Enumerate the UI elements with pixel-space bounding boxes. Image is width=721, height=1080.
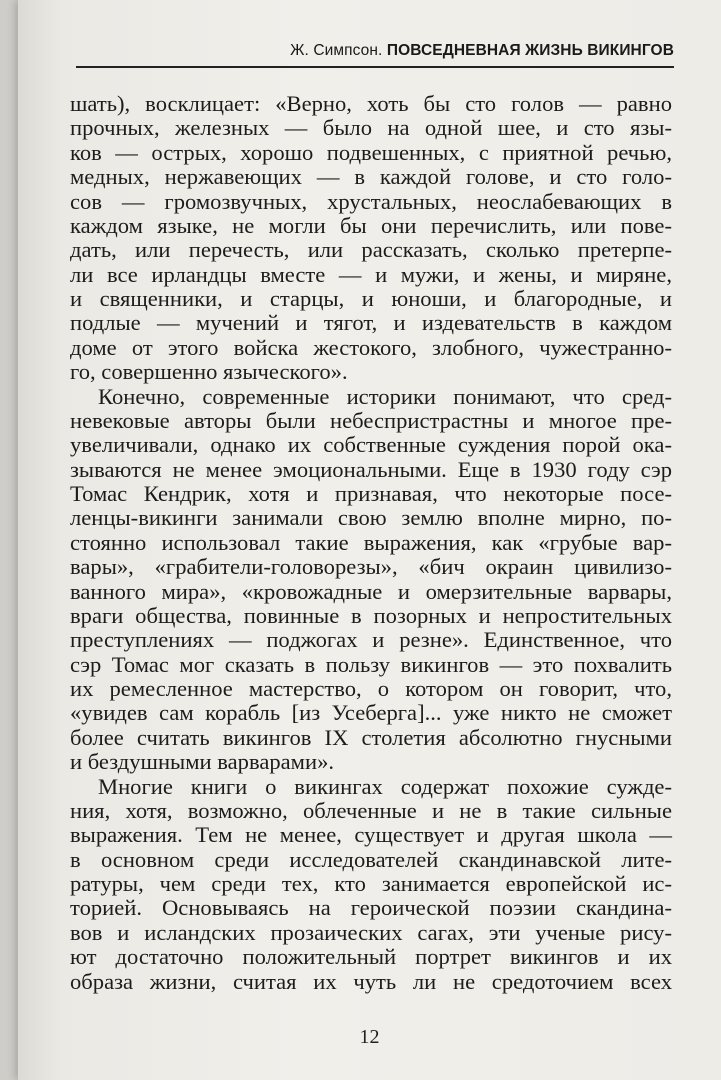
text-line: и бездушными варварами». [70, 749, 335, 775]
text-line: Многие книги о викингах содержат похожие сужде- [98, 773, 672, 799]
text-line: ленцы-викинги занимали свою землю вполне мирно, по- [70, 505, 672, 531]
text-line: дать, или перечесть, или рассказать, сколько претерпе- [70, 237, 672, 263]
text-line: ния, хотя, возможно, облеченные и не в такие сильные [70, 797, 672, 823]
text-line: го, совершенно языческого». [70, 359, 348, 385]
text-line: ют достаточно положительный портрет викингов и их [70, 944, 672, 970]
text-line: выражения. Тем не менее, существует и другая школа — [70, 822, 672, 848]
text-line: враги общества, повинные в позорных и непростительных [70, 602, 672, 628]
text-line: медных, нержавеющих — в каждой голове, и сто голо- [70, 164, 672, 190]
text-line: каждом языке, не могли бы они перечислить, или пове- [70, 212, 672, 238]
text-line: их ремесленное мастерство, о котором он говорит, что, [70, 676, 672, 701]
body-text [70, 92, 672, 994]
book-page [18, 0, 721, 1080]
text-line: увеличивали, однако их собственные суждения порой ока- [70, 432, 672, 458]
text-line: Конечно, современные историки понимают, что сред- [98, 383, 672, 409]
header-title: ПОВСЕДНЕВНАЯ ЖИЗНЬ ВИКИНГОВ [386, 42, 674, 59]
text-line: ратуры, чем среди тех, кто занимается европейской ис- [70, 871, 672, 896]
text-line: сов — громозвучных, хрустальных, неослабевающих в [70, 188, 672, 214]
text-line: шать), восклицает: «Верно, хоть бы сто голов — равно [70, 91, 672, 116]
text-line: подлые — мучений и тягот, и издевательств в каждом [70, 310, 672, 336]
text-line: невековые авторы были небеспристрастны и многое пре- [70, 407, 672, 433]
text-line: ков — острых, хорошо подвешенных, с приятной речью, [70, 139, 672, 165]
text-line: более считать викингов IX столетия абсолютно гнусными [70, 724, 672, 750]
text-line: Томас Кендрик, хотя и признавая, что некоторые посе- [70, 481, 672, 506]
text-line: вов и исландских прозаических сагах, эти ученые рису- [70, 919, 672, 945]
text-line: и священники, и старцы, и юноши, и благородные, и [70, 286, 672, 311]
text-line: прочных, железных — было на одной шее, и сто язы- [70, 115, 672, 141]
text-line: в основном среди исследователей скандинавской лите- [70, 846, 672, 872]
text-line: стоянно использовал такие выражения, как «грубые вар- [70, 529, 672, 555]
text-line: «увидев сам корабль [из Усеберга]... уже никто не сможет [70, 700, 672, 726]
text-line: ли все ирландцы вместе — и мужи, и жены, и миряне, [70, 261, 672, 287]
text-line: зываются не менее эмоциональными. Еще в 1930 году сэр [70, 456, 672, 482]
header-author: Ж. Симпсон. [290, 42, 383, 59]
text-line: образа жизни, считая их чуть ли не средоточием всех [70, 968, 672, 994]
text-line: сэр Томас мог сказать в пользу викингов — это похвалить [70, 651, 672, 677]
text-line: ванного мира», «кровожадные и омерзительные варвары, [70, 578, 672, 604]
text-line: преступлениях — поджогах и резне». Единственное, что [70, 627, 672, 653]
running-header [76, 36, 674, 68]
text-line: доме от этого войска жестокого, злобного, чужестранно- [70, 334, 672, 360]
text-line: вары», «грабители-головорезы», «бич окраин цивилизо- [70, 554, 672, 580]
page-number: 12 [359, 1026, 380, 1048]
text-line: торией. Основываясь на героической поэзии скандина- [70, 895, 672, 921]
